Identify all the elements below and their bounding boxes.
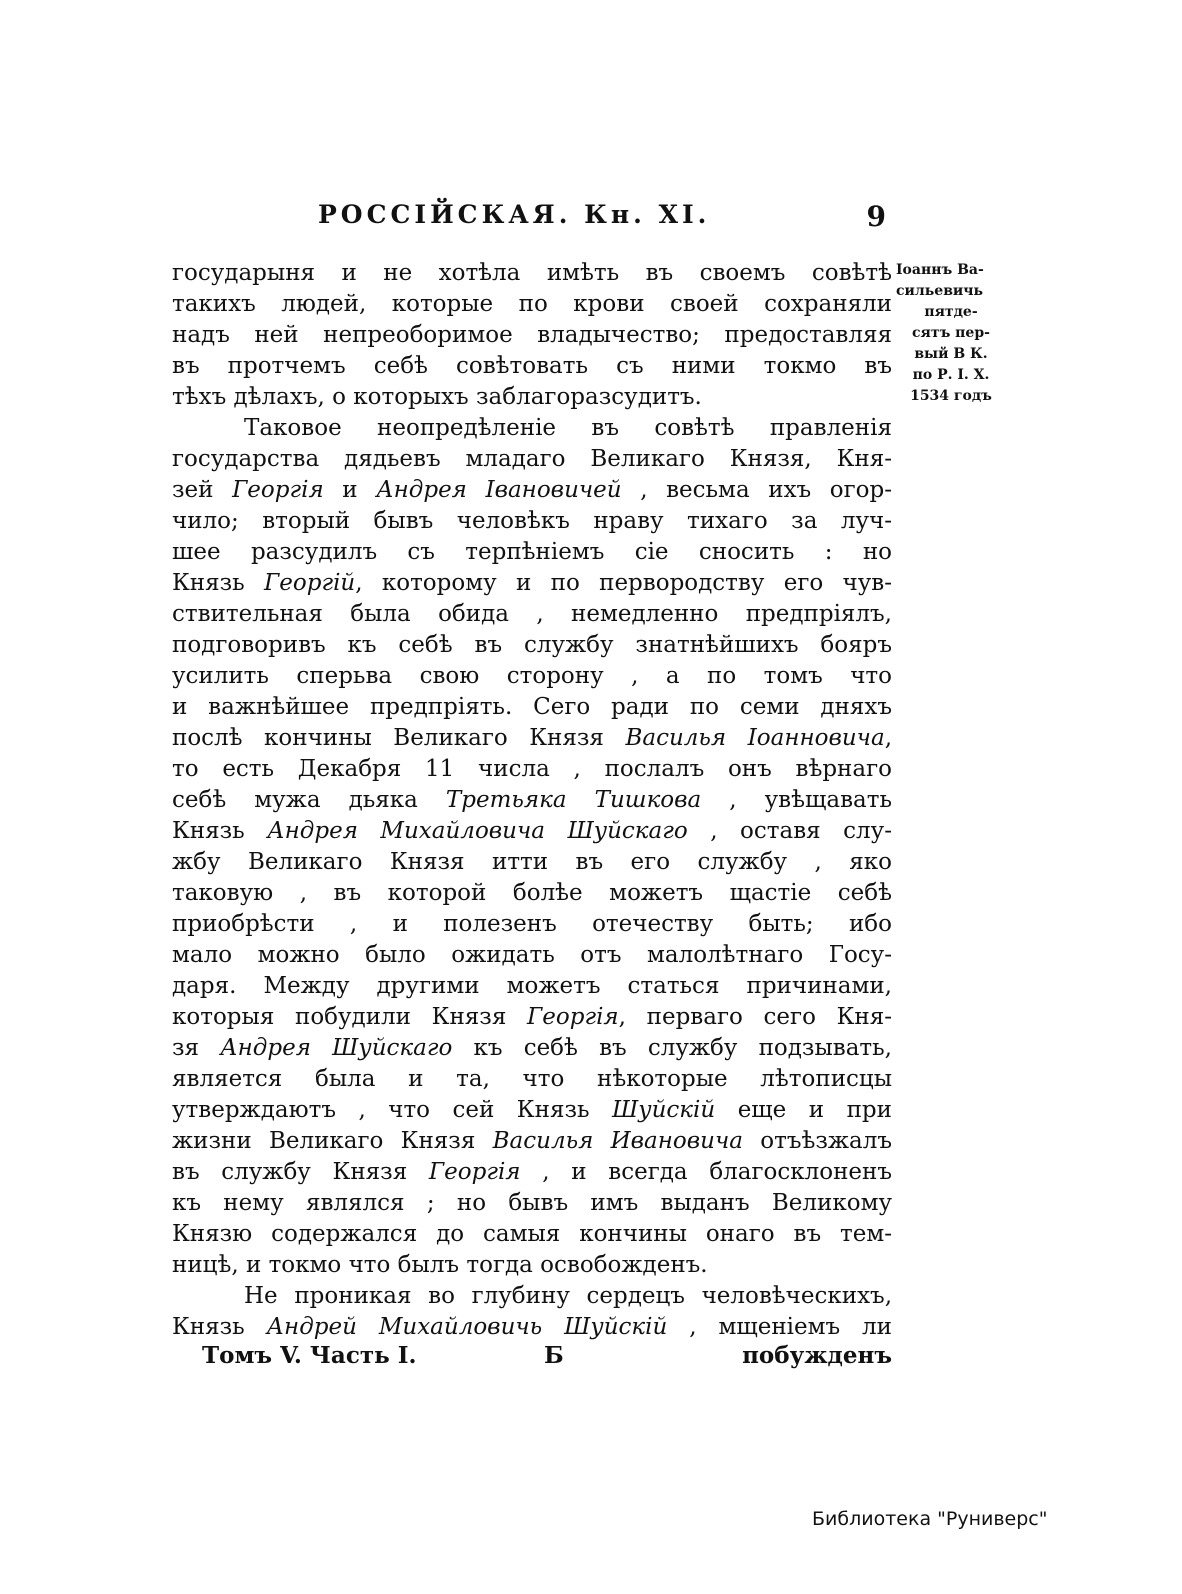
text-segment: , мщеніемъ ли xyxy=(667,1314,892,1340)
text-segment: , xyxy=(884,725,892,751)
text-line xyxy=(172,1126,892,1157)
italic-name: Георгія xyxy=(232,477,324,503)
text-segment: даря. Между другими можетъ статься причинами, xyxy=(172,973,892,999)
italic-name: Василья Ивановича xyxy=(492,1128,743,1154)
text-line xyxy=(172,1188,892,1219)
text-segment: мало можно было ожидать отъ малолѣтнаго Госу- xyxy=(172,942,892,968)
text-line xyxy=(172,1219,892,1250)
text-line xyxy=(172,630,892,661)
text-line xyxy=(172,1064,892,1095)
marginal-line: по Р. І. Х. xyxy=(912,367,990,383)
italic-name: Георгія xyxy=(527,1004,619,1030)
text-segment: въ протчемъ себѣ совѣтовать съ ними токмо въ xyxy=(172,353,892,379)
text-segment: тѣхъ дѣлахъ, о которыхъ заблагоразсудитъ. xyxy=(172,384,702,410)
text-segment: которыя побудили Князя xyxy=(172,1004,528,1030)
text-segment: въ службу Князя xyxy=(172,1159,429,1185)
running-head-title: РОССІЙСКАЯ. Кн. XI. xyxy=(318,200,711,229)
text-line xyxy=(172,1002,892,1033)
page-number: 9 xyxy=(866,200,886,233)
text-line xyxy=(172,1281,892,1312)
text-segment: , перваго сего Кня- xyxy=(618,1004,892,1030)
text-segment: послѣ кончины Великаго Князя xyxy=(172,725,626,751)
text-segment: Таковое неопредѣленіе въ совѣтѣ правленія xyxy=(244,415,892,441)
catchword: побужденъ xyxy=(742,1342,892,1369)
text-segment: зей xyxy=(172,477,233,503)
text-segment: , увѣщавать xyxy=(701,787,892,813)
marginal-line: сятъ пер- xyxy=(912,325,990,341)
text-line xyxy=(172,971,892,1002)
italic-name: Третьяка Тишкова xyxy=(445,787,702,813)
text-segment: себѣ мужа дьяка xyxy=(172,787,446,813)
text-segment: то есть Декабря 11 числа , послалъ онъ вѣрнаго xyxy=(172,756,892,782)
italic-name: Андрея Михайловича Шуйскаго xyxy=(267,818,688,844)
marginal-note xyxy=(896,260,1006,407)
body-text xyxy=(172,258,892,1343)
text-segment: государыня и не хотѣла имѣть въ своемъ совѣтѣ xyxy=(172,260,892,286)
signature-mark: Б xyxy=(544,1342,564,1369)
text-line xyxy=(172,785,892,816)
text-line xyxy=(172,289,892,320)
text-line xyxy=(172,909,892,940)
text-segment: шее разсудилъ съ терпѣніемъ сіе сносить : но xyxy=(172,539,892,565)
marginal-line: Іоаннъ Ва- xyxy=(896,262,984,278)
text-segment: ницѣ, и токмо что былъ тогда освобожденъ. xyxy=(172,1252,708,1278)
signature-volume-part: Томъ V. Часть I. xyxy=(202,1342,417,1369)
italic-name: Василья Іоанновича xyxy=(625,725,885,751)
text-line xyxy=(172,413,892,444)
text-line xyxy=(172,816,892,847)
text-segment: , оставя слу- xyxy=(687,818,892,844)
text-segment: надъ ней непреоборимое владычество; предоставляя xyxy=(172,322,892,348)
text-line xyxy=(172,754,892,785)
text-segment: чило; вторый бывъ человѣкъ нраву тихаго за луч- xyxy=(172,508,892,534)
text-line xyxy=(172,661,892,692)
text-line xyxy=(172,847,892,878)
text-line xyxy=(172,1095,892,1126)
running-head xyxy=(300,200,900,240)
text-segment: и важнѣйшее предпріять. Сего ради по семи дняхъ xyxy=(172,694,892,720)
text-segment: Князь xyxy=(172,1314,267,1340)
text-line xyxy=(172,506,892,537)
text-segment: приобрѣсти , и полезенъ отечеству быть; ибо xyxy=(172,911,892,937)
text-segment: , которому и по первородству его чув- xyxy=(355,570,892,596)
italic-name: Георгія xyxy=(428,1159,521,1185)
italic-name: Георгій xyxy=(264,570,356,596)
text-segment: ствительная была обида , немедленно предпріялъ, xyxy=(172,601,892,627)
text-segment: и xyxy=(323,477,377,503)
text-line xyxy=(172,599,892,630)
text-line xyxy=(172,351,892,382)
italic-name: Андрей Михайловичь Шуйскій xyxy=(266,1314,668,1340)
text-segment: Князь xyxy=(172,818,268,844)
text-segment: жизни Великаго Князя xyxy=(172,1128,493,1154)
marginal-line: 1534 годъ xyxy=(910,388,992,404)
text-line xyxy=(172,537,892,568)
text-segment: еще и при xyxy=(715,1097,892,1123)
text-segment: утверждаютъ , что сей Князь xyxy=(172,1097,613,1123)
text-line xyxy=(172,320,892,351)
marginal-line: вый В К. xyxy=(914,346,988,362)
page-footer xyxy=(172,1340,892,1372)
text-segment: государства дядьевъ младаго Великаго Князя, Кня- xyxy=(172,446,892,472)
text-segment: является была и та, что нѣкоторые лѣтописцы xyxy=(172,1066,892,1092)
text-segment: подговоривъ къ себѣ въ службу знатнѣйшихъ бояръ xyxy=(172,632,892,658)
text-line xyxy=(172,878,892,909)
text-segment: усилить сперьва свою сторону , а по томъ что xyxy=(172,663,892,689)
text-segment: таковую , въ которой болѣе можетъ щастіе себѣ xyxy=(172,880,892,906)
text-segment: жбу Великаго Князя итти въ его службу , яко xyxy=(172,849,892,875)
text-segment: , и всегда благосклоненъ xyxy=(520,1159,892,1185)
text-segment: къ нему являлся ; но бывъ имъ выданъ Великому xyxy=(172,1190,892,1216)
italic-name: Андрея Івановичей xyxy=(376,477,622,503)
italic-name: Андрея Шуйскаго xyxy=(220,1035,453,1061)
text-segment: Князь xyxy=(172,570,265,596)
text-segment: Не проникая во глубину сердецъ человѣческихъ, xyxy=(244,1283,892,1309)
text-line xyxy=(172,1157,892,1188)
text-segment: къ себѣ въ службу подзывать, xyxy=(452,1035,892,1061)
text-line xyxy=(172,444,892,475)
text-line xyxy=(172,568,892,599)
text-line xyxy=(172,1250,892,1281)
text-line xyxy=(172,723,892,754)
text-line xyxy=(172,1033,892,1064)
text-segment: отъѣзжалъ xyxy=(743,1128,892,1154)
text-line xyxy=(172,1312,892,1343)
italic-name: Шуйскій xyxy=(612,1097,716,1123)
text-segment: Князю содержался до самыя кончины онаго въ тем- xyxy=(172,1221,892,1247)
text-line xyxy=(172,475,892,506)
text-segment: , весьма ихъ огор- xyxy=(621,477,892,503)
text-line xyxy=(172,940,892,971)
marginal-line: сильевичь xyxy=(896,283,984,299)
library-credit: Библиотека "Руниверс" xyxy=(812,1508,1048,1530)
marginal-line: пятде- xyxy=(924,304,978,320)
text-line xyxy=(172,382,892,413)
text-line xyxy=(172,258,892,289)
text-line xyxy=(172,692,892,723)
text-segment: такихъ людей, которые по крови своей сохраняли xyxy=(172,291,892,317)
text-segment: зя xyxy=(172,1035,221,1061)
